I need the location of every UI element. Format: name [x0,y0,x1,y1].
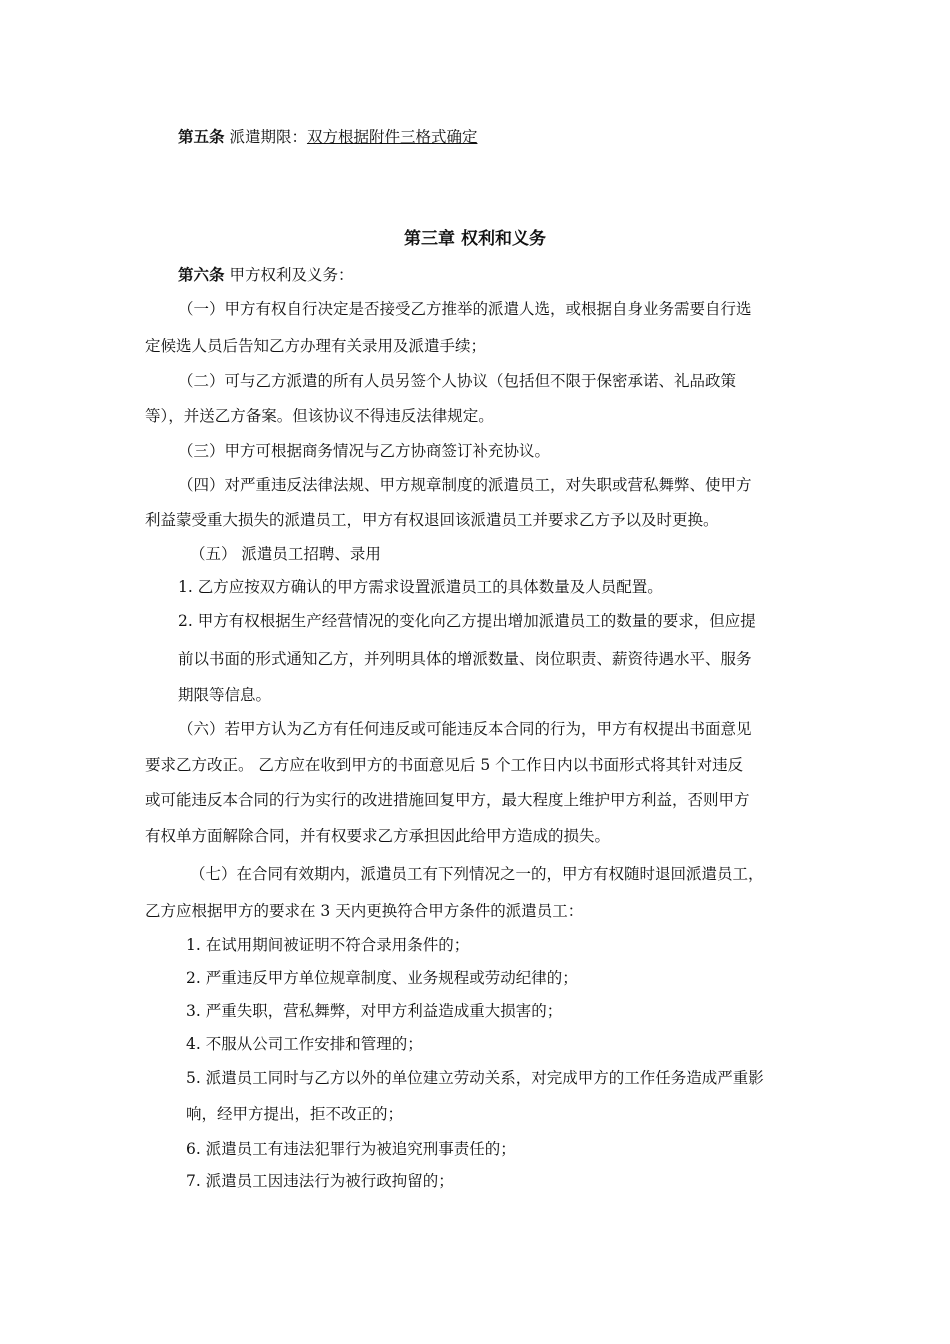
article-6-label: 第六条 [178,265,225,284]
paragraph-line: 响，经甲方提出，拒不改正的； [186,1105,404,1123]
list-item: 5. 派遣员工同时与乙方以外的单位建立劳动关系，对完成甲方的工作任务造成严重影 [186,1069,764,1087]
paragraph-line: （四）对严重违反法律法规、甲方规章制度的派遣员工，对失职或营私舞弊、使甲方 [178,476,752,494]
list-item: 7. 派遣员工因违法行为被行政拘留的； [186,1172,454,1190]
paragraph-line: （六）若甲方认为乙方有任何违反或可能违反本合同的行为，甲方有权提出书面意见 [178,720,752,738]
paragraph-line: （三）甲方可根据商务情况与乙方协商签订补充协议。 [178,442,551,460]
paragraph-line: （五） 派遣员工招聘、录用 [190,545,381,563]
paragraph-line: 等），并送乙方备案。但该协议不得违反法律规定。 [145,407,494,425]
list-item: 6. 派遣员工有违法犯罪行为被追究刑事责任的； [186,1140,516,1158]
paragraph-line: 利益蒙受重大损失的派遣员工，甲方有权退回该派遣员工并要求乙方予以及时更换。 [145,511,719,529]
chapter-title: 第三章 权利和义务 [404,229,546,249]
list-item: 1. 在试用期间被证明不符合录用条件的； [186,936,470,954]
article-5 [178,126,477,148]
paragraph-line: （七）在合同有效期内，派遣员工有下列情况之一的，甲方有权随时退回派遣员工， [190,865,764,883]
list-item: 2. 甲方有权根据生产经营情况的变化向乙方提出增加派遣员工的数量的要求，但应提 [178,612,756,630]
paragraph-line: （一）甲方有权自行决定是否接受乙方推举的派遣人选，或根据自身业务需要自行选 [178,300,752,318]
paragraph-line: 要求乙方改正。 乙方应在收到甲方的书面意见后 5 个工作日内以书面形式将其针对违反 [145,756,744,774]
paragraph-line: 有权单方面解除合同，并有权要求乙方承担因此给甲方造成的损失。 [145,827,611,845]
article-5-label: 第五条 [178,127,225,146]
list-item: 1. 乙方应按双方确认的甲方需求设置派遣员工的具体数量及人员配置。 [178,578,663,596]
paragraph-line: 或可能违反本合同的行为实行的改进措施回复甲方，最大程度上维护甲方利益，否则甲方 [145,791,750,809]
list-item: 4. 不服从公司工作安排和管理的； [186,1035,423,1053]
article-5-underlined-text: 双方根据附件三格式确定 [306,128,478,146]
article-5-text: 派遣期限： [224,128,307,146]
list-item: 2. 严重违反甲方单位规章制度、业务规程或劳动纪律的； [186,969,578,987]
list-item: 3. 严重失职，营私舞弊，对甲方利益造成重大损害的； [186,1002,563,1020]
article-6-text: 甲方权利及义务： [224,266,354,284]
paragraph-line: 定候选人员后告知乙方办理有关录用及派遣手续； [145,337,487,355]
paragraph-line: （二）可与乙方派遣的所有人员另签个人协议（包括但不限于保密承诺、礼品政策 [178,372,737,390]
paragraph-line: 期限等信息。 [178,686,272,704]
paragraph-line: 乙方应根据甲方的要求在 3 天内更换符合甲方条件的派遣员工： [145,902,584,920]
paragraph-line: 前以书面的形式通知乙方，并列明具体的增派数量、岗位职责、薪资待遇水平、服务 [178,650,752,668]
article-6 [178,264,353,286]
